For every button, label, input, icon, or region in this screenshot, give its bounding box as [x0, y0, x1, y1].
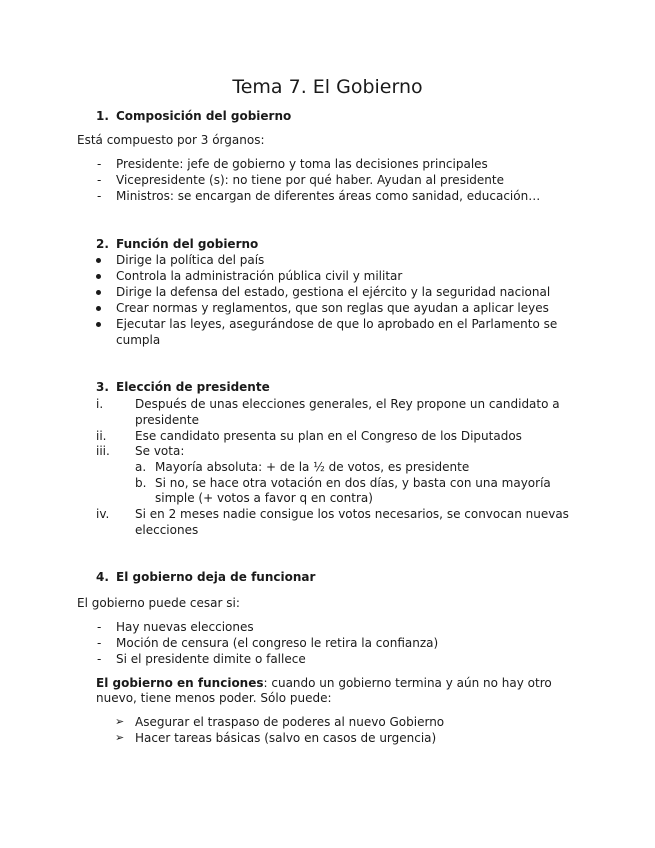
list-item: Ejecutar las leyes, asegurándose de que lo aprobado en el Parlamento se — [116, 317, 558, 331]
alpha-marker: a. — [135, 460, 147, 474]
bullet-dot-icon — [96, 274, 101, 279]
dash-marker: - — [97, 620, 102, 634]
sub-list-item-continuation: simple (+ votos a favor q en contra) — [155, 491, 373, 505]
alpha-marker: b. — [135, 476, 147, 490]
list-item: Crear normas y reglamentos, que son reglas que ayudan a aplicar leyes — [116, 301, 549, 315]
section-3-heading: Elección de presidente — [116, 380, 270, 394]
roman-marker: iv. — [96, 507, 110, 521]
section-1-heading: Composición del gobierno — [116, 109, 292, 123]
dash-marker: - — [97, 173, 102, 187]
list-item: Dirige la defensa del estado, gestiona el ejército y la seguridad nacional — [116, 285, 551, 299]
bullet-dot-icon — [96, 306, 101, 311]
section-1-intro: Está compuesto por 3 órganos: — [77, 133, 265, 147]
section-2-number: 2. — [96, 237, 109, 251]
list-item: Moción de censura (el congreso le retira la confianza) — [116, 636, 439, 650]
list-item: Presidente: jefe de gobierno y toma las decisiones principales — [116, 157, 488, 171]
list-item-continuation: cumpla — [116, 333, 161, 347]
list-item-continuation: presidente — [135, 413, 199, 427]
sub-list-item: Mayoría absoluta: + de la ½ de votos, es presidente — [155, 460, 470, 474]
list-item: Asegurar el traspaso de poderes al nuevo Gobierno — [135, 715, 445, 729]
funciones-term: El gobierno en funciones — [96, 676, 264, 690]
list-item: Después de unas elecciones generales, el Rey propone un candidato a — [135, 397, 560, 411]
list-item: Se vota: — [135, 444, 185, 458]
arrow-bullet-icon: ➢ — [115, 715, 125, 728]
section-2-heading: Función del gobierno — [116, 237, 259, 251]
roman-marker: iii. — [96, 444, 110, 458]
section-4-intro: El gobierno puede cesar si: — [77, 596, 240, 610]
dash-marker: - — [97, 636, 102, 650]
dash-marker: - — [97, 157, 102, 171]
list-item: Ministros: se encargan de diferentes áreas como sanidad, educación… — [116, 189, 541, 203]
list-item: Si el presidente dimite o fallece — [116, 652, 306, 666]
funciones-definition: : cuando un gobierno termina y aún no hay otro — [263, 676, 552, 690]
funciones-paragraph-line-1 — [96, 675, 552, 691]
list-item: Hay nuevas elecciones — [116, 620, 254, 634]
section-4-number: 4. — [96, 570, 109, 584]
dash-marker: - — [97, 652, 102, 666]
section-4-heading: El gobierno deja de funcionar — [116, 570, 316, 584]
bullet-dot-icon — [96, 322, 101, 327]
arrow-bullet-icon: ➢ — [115, 731, 125, 744]
list-item: Dirige la política del país — [116, 253, 265, 267]
roman-marker: i. — [96, 397, 104, 411]
list-item: Hacer tareas básicas (salvo en casos de urgencia) — [135, 731, 437, 745]
list-item: Ese candidato presenta su plan en el Congreso de los Diputados — [135, 429, 522, 443]
list-item-continuation: elecciones — [135, 523, 199, 537]
funciones-paragraph-line-2: nuevo, tiene menos poder. Sólo puede: — [96, 691, 332, 705]
bullet-dot-icon — [96, 258, 101, 263]
section-3-number: 3. — [96, 380, 109, 394]
list-item: Si en 2 meses nadie consigue los votos necesarios, se convocan nuevas — [135, 507, 569, 521]
section-1-number: 1. — [96, 109, 109, 123]
dash-marker: - — [97, 189, 102, 203]
list-item: Controla la administración pública civil y militar — [116, 269, 403, 283]
list-item: Vicepresidente (s): no tiene por qué haber. Ayudan al presidente — [116, 173, 504, 187]
roman-marker: ii. — [96, 429, 107, 443]
page-title: Tema 7. El Gobierno — [232, 76, 423, 98]
sub-list-item: Si no, se hace otra votación en dos días, y basta con una mayoría — [155, 476, 551, 490]
bullet-dot-icon — [96, 290, 101, 295]
